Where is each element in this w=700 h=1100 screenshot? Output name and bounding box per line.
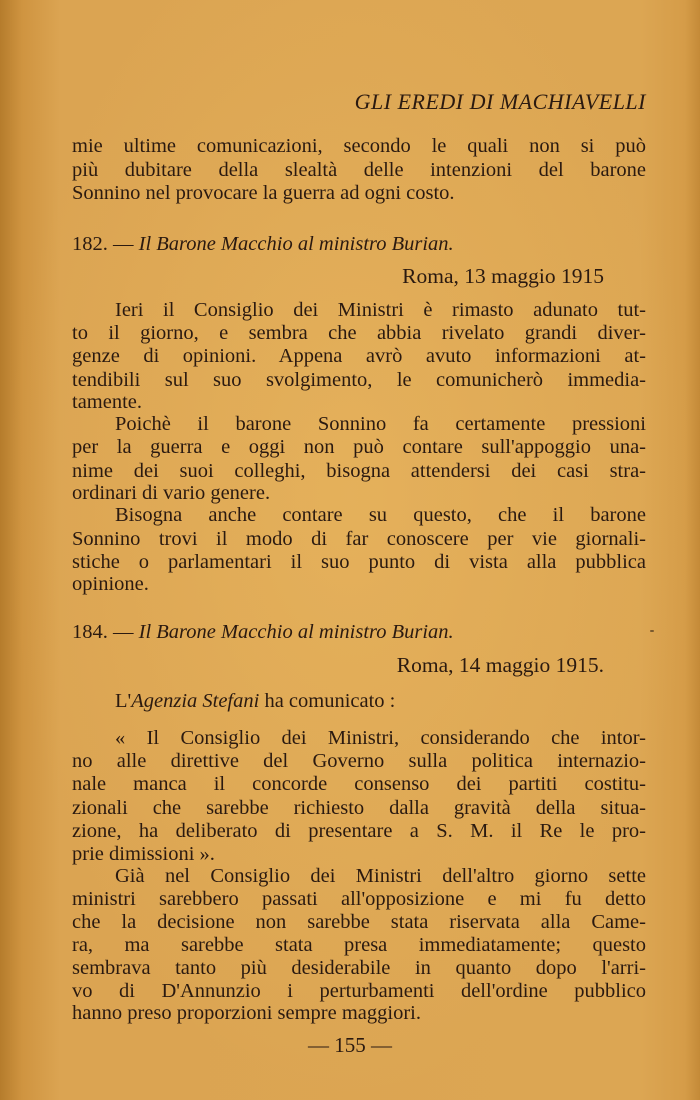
dateline-184: Roma, 14 maggio 1915. <box>396 653 604 677</box>
page-number: — 155 — <box>308 1033 392 1057</box>
agency-name: Agenzia Stefani <box>131 690 260 712</box>
quote-line: nale manca il concorde consenso dei partiti costitu- <box>72 773 646 795</box>
paragraph-line: ministri sarebbero passati all'opposizione e mi fu detto <box>72 888 646 910</box>
agency-intro <box>115 689 395 713</box>
section-heading-184 <box>72 620 454 644</box>
paragraph-line: tendibili sul suo svolgimento, le comunicherò immedia- <box>72 369 646 391</box>
quote-line: zionali che sarebbe richiesto dalla gravità della situa- <box>72 797 646 819</box>
paragraph-line: Ieri il Consiglio dei Ministri è rimasto adunato tut- <box>115 299 646 321</box>
intro-line: mie ultime comunicazioni, secondo le quali non si può <box>72 135 646 157</box>
paragraph-line: opinione. <box>72 573 149 595</box>
quote-line: no alle direttive del Governo sulla politica internazio- <box>72 750 646 772</box>
paragraph-line: per la guerra e oggi non può contare sull'appoggio una- <box>72 436 646 458</box>
paragraph-line: ordinari di vario genere. <box>72 482 271 504</box>
paragraph-line: Poichè il barone Sonnino fa certamente pressioni <box>115 413 646 435</box>
paragraph-line: hanno preso proporzioni sempre maggiori. <box>72 1002 421 1024</box>
intro-line: più dubitare della slealtà delle intenzioni del barone <box>72 159 646 181</box>
paragraph-line: Sonnino trovi il modo di far conoscere per vie giornali- <box>72 528 646 550</box>
section-title: Il Barone Macchio al ministro Burian. <box>138 233 454 255</box>
paragraph-line: Già nel Consiglio dei Ministri dell'altro giorno sette <box>115 865 646 887</box>
paragraph-line: to il giorno, e sembra che abbia rivelato grandi diver- <box>72 322 646 344</box>
paragraph-line: stiche o parlamentari il suo punto di vista alla pubblica <box>72 551 646 573</box>
paragraph-line: sembrava tanto più desiderabile in quanto dopo l'arri- <box>72 957 646 979</box>
paragraph-line: nime dei suoi colleghi, bisogna attendersi dei casi stra- <box>72 460 646 482</box>
paragraph-line: vo di D'Annunzio i perturbamenti dell'ordine pubblico <box>72 980 646 1002</box>
section-heading-182 <box>72 232 454 256</box>
dateline-182: Roma, 13 maggio 1915 <box>402 264 604 288</box>
paragraph-line: che la decisione non sarebbe stata riservata alla Came- <box>72 911 646 933</box>
paragraph-line: ra, ma sarebbe stata presa immediatamente; questo <box>72 934 646 956</box>
intro-prefix: L' <box>115 690 132 712</box>
quote-line: prie dimissioni ». <box>72 843 215 865</box>
paragraph-line: Bisogna anche contare su questo, che il barone <box>115 504 646 526</box>
paragraph-line: genze di opinioni. Appena avrò avuto informazioni at- <box>72 345 646 367</box>
section-number: 182. — <box>72 233 134 255</box>
intro-line: Sonnino nel provocare la guerra ad ogni costo. <box>72 182 455 204</box>
running-head: GLI EREDI DI MACHIAVELLI <box>354 89 646 114</box>
intro-suffix: ha comunicato : <box>259 690 396 712</box>
quote-line: zione, ha deliberato di presentare a S. M. il Re le pro- <box>72 820 646 842</box>
section-number: 184. — <box>72 621 134 643</box>
paragraph-line: tamente. <box>72 391 143 413</box>
print-speck <box>650 630 654 632</box>
quote-line: « Il Consiglio dei Ministri, considerando che intor- <box>115 727 646 749</box>
section-title: Il Barone Macchio al ministro Burian. <box>138 621 454 643</box>
